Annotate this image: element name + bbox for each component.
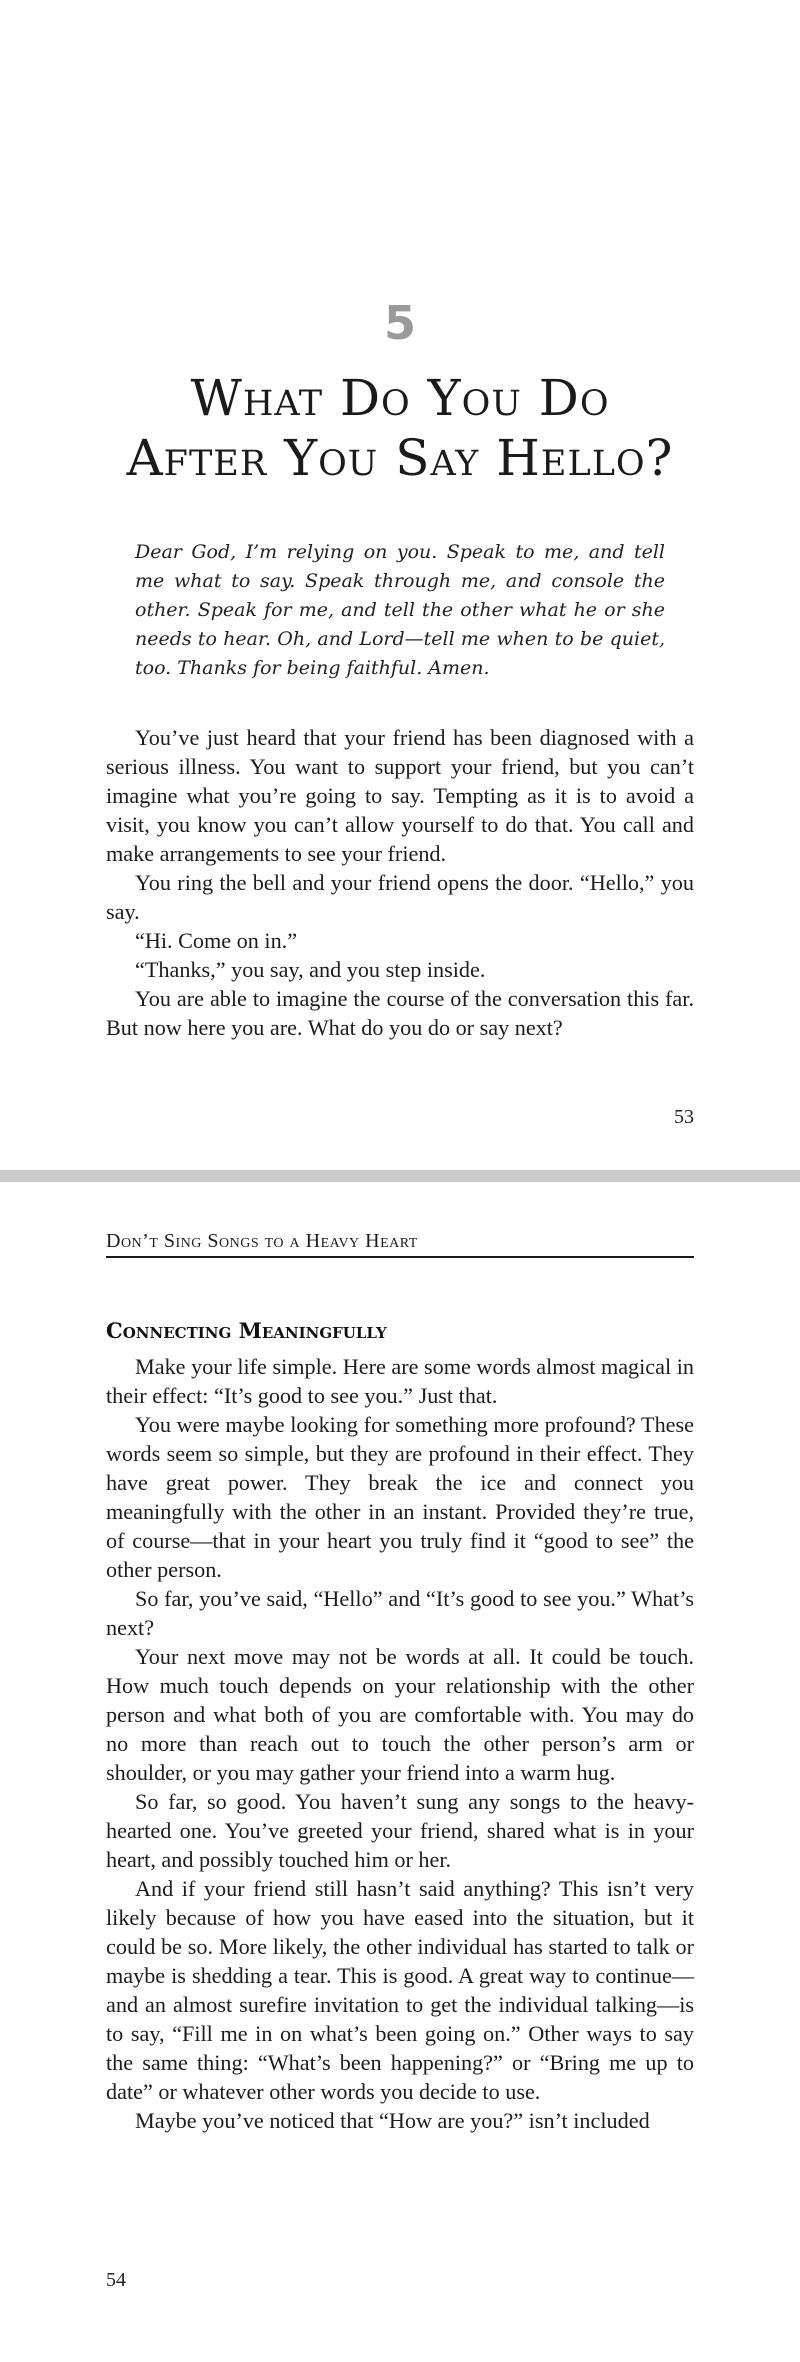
paragraph: You ring the bell and your friend opens the door. “Hello,” you say. [106,870,694,924]
page-53 [0,0,800,1170]
page-divider [0,1170,800,1182]
paragraph: “Thanks,” you say, and you step inside. [135,957,486,982]
paragraph: Make your life simple. Here are some words almost magical in their effect: “It’s good to see you.” Just that. [106,1354,694,1408]
paragraph: So far, you’ve said, “Hello” and “It’s good to see you.” What’s next? [106,1586,694,1640]
section-text [106,1352,694,2135]
page-54 [0,1182,800,2362]
chapter-title [0,368,800,488]
paragraph: So far, so good. You haven’t sung any songs to the heavy-hearted one. You’ve greeted your friend, shared what is in your heart, and possibly touched him or her. [106,1789,694,1872]
page-number: 53 [674,1106,694,1128]
paragraph: Your next move may not be words at all. It could be touch. How much touch depends on your relationship with the other person and what both of you are comfortable with. You may do no more than reach out to touch the other person’s arm or shoulder, or you may gather your friend into a warm hug. [106,1644,694,1785]
section-heading: Connecting Meaningfully [106,1318,387,1343]
chapter-title-line-2: After You Say Hello? [126,429,674,487]
page-number: 54 [106,2269,126,2291]
chapter-opening-text [106,723,694,1042]
running-head: Don’t Sing Songs to a Heavy Heart [106,1230,694,1258]
paragraph: “Hi. Come on in.” [135,928,298,953]
paragraph: You are able to imagine the course of the conversation this far. But now here you are. What do you do or say next? [106,986,694,1040]
chapter-title-line-1: What Do You Do [190,369,610,427]
paragraph: You were maybe looking for something more profound? These words seem so simple, but they are profound in their effect. They have great power. They break the ice and connect you meaningfully with the other in an instant. Provided they’re true, of course—that in your heart you truly find it “good to see” the other person. [106,1412,694,1582]
paragraph: And if your friend still hasn’t said anything? This isn’t very likely because of how you have eased into the situation, but it could be so. More likely, the other individual has started to talk or maybe is shedding a tear. This is good. A great way to continue—and an almost surefire invitation to get the individual talking—is to say, “Fill me in on what’s been going on.” Other ways to say the same thing: “What’s been happening?” or “Bring me up to date” or whatever other words you decide to use. [106,1876,694,2104]
epigraph-prayer: Dear God, I’m relying on you. Speak to me, and tell me what to say. Speak through me, and console the other. Speak for me, and tell the other what he or she needs to hear. Oh, and Lord—tell me when to be quiet, too. Thanks for being faithful. Amen. [135,541,665,679]
chapter-number: 5 [383,296,416,350]
paragraph: Maybe you’ve noticed that “How are you?” isn’t included [135,2108,650,2133]
paragraph: You’ve just heard that your friend has been diagnosed with a serious illness. You want to support your friend, but you can’t imagine what you’re going to say. Tempting as it is to avoid a visit, you know you can’t allow yourself to do that. You call and make arrangements to see your friend. [106,725,694,866]
